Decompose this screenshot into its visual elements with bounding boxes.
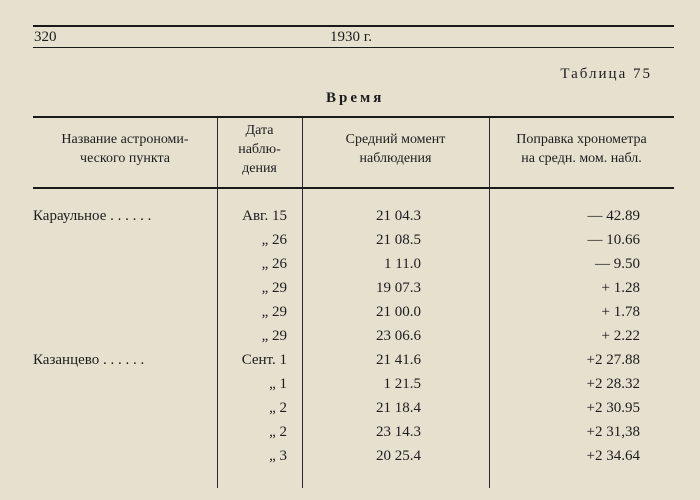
running-year: 1930 г. — [330, 29, 372, 45]
table-row — [0, 400, 700, 424]
mean-moment: 21 41.6 — [376, 352, 421, 368]
chronometer-correction: +2 28.32 — [586, 376, 640, 392]
table-row — [0, 424, 700, 448]
table-label: Таблица 75 — [560, 66, 652, 82]
chronometer-correction: + 2.22 — [601, 328, 640, 344]
table-title: Время — [326, 90, 385, 106]
chronometer-correction: — 42.89 — [587, 208, 640, 224]
observation-date: „ 29 — [261, 304, 287, 320]
column-header-date — [217, 121, 302, 178]
column-header-line: дения — [242, 161, 277, 176]
table-row — [0, 232, 700, 256]
table-row — [0, 448, 700, 472]
observation-date: „ 29 — [261, 328, 287, 344]
mean-moment: 21 18.4 — [376, 400, 421, 416]
table-row — [0, 256, 700, 280]
mean-moment: 21 08.5 — [376, 232, 421, 248]
mean-moment: 23 14.3 — [376, 424, 421, 440]
table-row — [0, 280, 700, 304]
table-row — [0, 304, 700, 328]
header-rule — [33, 47, 674, 48]
mean-moment: 23 06.6 — [376, 328, 421, 344]
chronometer-correction: +2 30.95 — [586, 400, 640, 416]
chronometer-correction: +2 34.64 — [586, 448, 640, 464]
column-header-correction — [489, 130, 674, 168]
observation-date: „ 2 — [269, 400, 287, 416]
page-number: 320 — [34, 29, 57, 45]
chronometer-correction: +2 31,38 — [586, 424, 640, 440]
column-header-line: Дата — [245, 123, 274, 138]
chronometer-correction: — 10.66 — [587, 232, 640, 248]
column-header-line: Название астрономи- — [61, 132, 189, 147]
observation-date: „ 26 — [261, 232, 287, 248]
mean-moment: 21 04.3 — [376, 208, 421, 224]
column-header-line: Поправка хронометра — [516, 132, 647, 147]
column-header-line: наблю- — [238, 142, 281, 157]
column-header-station — [33, 130, 217, 168]
station-name: Караульное . . . . . . — [33, 208, 152, 224]
mean-moment: 20 25.4 — [376, 448, 421, 464]
chronometer-correction: — 9.50 — [595, 256, 640, 272]
chronometer-correction: + 1.28 — [601, 280, 640, 296]
mean-moment: 1 11.0 — [384, 256, 421, 272]
table-header-bottom-rule — [33, 187, 674, 189]
observation-date: Сент. 1 — [241, 352, 287, 368]
top-rule — [33, 25, 674, 27]
station-name: Казанцево . . . . . . — [33, 352, 145, 368]
table-row — [0, 208, 700, 232]
table-row — [0, 376, 700, 400]
table-row — [0, 352, 700, 376]
observation-date: „ 2 — [269, 424, 287, 440]
chronometer-correction: +2 27.88 — [586, 352, 640, 368]
table-row — [0, 328, 700, 352]
mean-moment: 1 21.5 — [383, 376, 421, 392]
column-header-line: ческого пункта — [80, 151, 170, 166]
column-header-moment — [302, 130, 489, 168]
observation-date: „ 1 — [269, 376, 287, 392]
observation-date: „ 26 — [261, 256, 287, 272]
table-top-rule — [33, 116, 674, 118]
observation-date: Авг. 15 — [242, 208, 287, 224]
mean-moment: 19 07.3 — [376, 280, 421, 296]
column-header-line: наблюдения — [359, 151, 432, 166]
column-header-line: на средн. мом. набл. — [521, 151, 642, 166]
observation-date: „ 3 — [269, 448, 287, 464]
observation-date: „ 29 — [261, 280, 287, 296]
mean-moment: 21 00.0 — [376, 304, 421, 320]
chronometer-correction: + 1.78 — [601, 304, 640, 320]
column-header-line: Средний момент — [345, 132, 446, 147]
